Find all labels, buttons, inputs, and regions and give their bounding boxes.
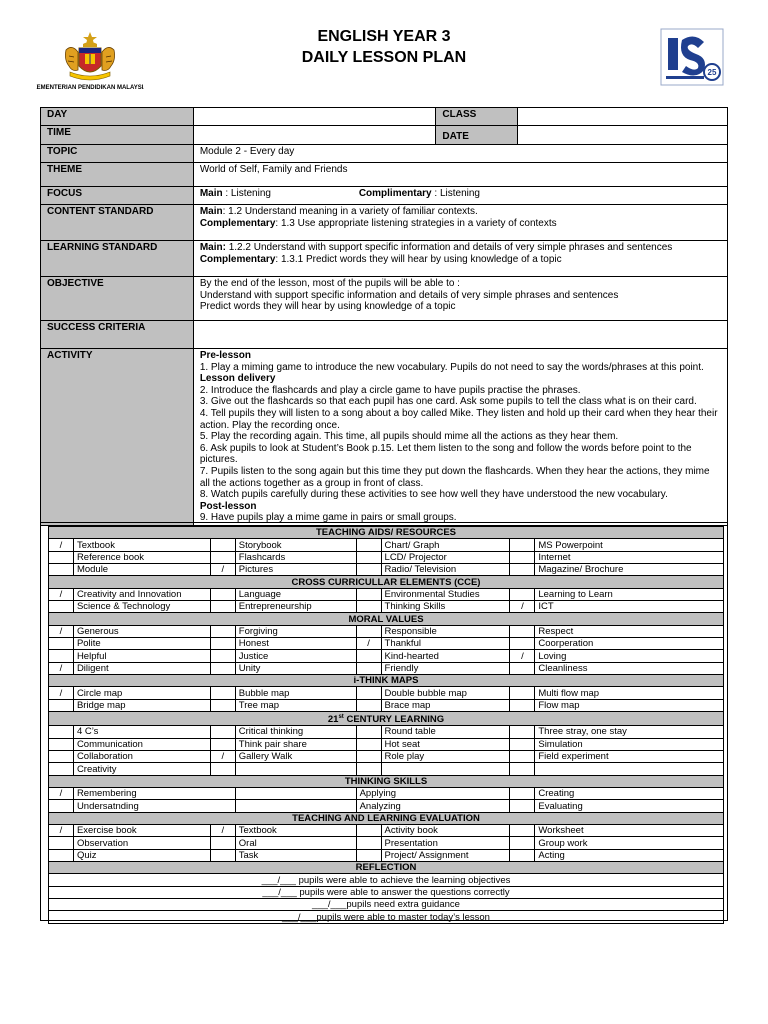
evaluation-row [49, 849, 724, 861]
tick-box[interactable]: / [49, 588, 74, 600]
checklist-item [381, 763, 510, 775]
checklist-table [48, 526, 724, 924]
evaluation-heading: TEACHING AND LEARNING EVALUATION [49, 812, 724, 824]
checklist-item: Project/ Assignment [381, 849, 510, 861]
emblem-25-icon [660, 28, 724, 86]
teaching-aids-row [49, 539, 724, 551]
activity-step: 5. Play the recording again. This time, all pupils should mime all the actions as they hear them. [199, 431, 619, 443]
checklist-item: Worksheet [535, 825, 724, 837]
date-value[interactable] [518, 126, 728, 145]
checklist-item: MS Powerpoint [535, 539, 724, 551]
learning-comp-value: : 1.3.1 Predict words they will hear by using knowledge of a topic [275, 253, 562, 265]
time-label: TIME [41, 126, 194, 145]
checklist-item: Generous [73, 625, 210, 637]
tick-box[interactable] [49, 751, 74, 763]
tick-box[interactable]: / [49, 662, 74, 674]
checklist-item: Science & Technology [73, 601, 210, 613]
tick-box[interactable] [210, 601, 235, 613]
content-standard-value [193, 205, 727, 241]
coat-of-arms-icon [36, 30, 144, 92]
checklist-item: Helpful [73, 650, 210, 662]
tick-box[interactable] [356, 849, 381, 861]
checklist-item: Evaluating [535, 800, 724, 812]
evaluation-row [49, 837, 724, 849]
logo-number: 25 [707, 68, 717, 77]
tick-box[interactable]: / [49, 539, 74, 551]
tick-box[interactable] [210, 539, 235, 551]
moral-values-row [49, 638, 724, 650]
checklist-item: Textbook [73, 539, 210, 551]
checklist-item: Oral [235, 837, 356, 849]
tick-box[interactable]: / [210, 751, 235, 763]
tick-box[interactable] [49, 726, 74, 738]
tick-box[interactable] [49, 763, 74, 775]
tick-box[interactable] [356, 837, 381, 849]
thinking-skills-row [49, 788, 724, 800]
tick-box[interactable] [356, 825, 381, 837]
tick-box[interactable] [356, 738, 381, 750]
tick-box[interactable] [356, 699, 381, 711]
tick-box[interactable] [210, 687, 235, 699]
focus-main-label: Main [199, 188, 223, 199]
checklist-item: Environmental Studies [381, 588, 510, 600]
content-main-label: Main [199, 206, 223, 217]
tick-box[interactable] [210, 726, 235, 738]
checklist-item: Diligent [73, 662, 210, 674]
checklist-item: Exercise book [73, 825, 210, 837]
day-label: DAY [41, 108, 194, 126]
century-learning-row [49, 751, 724, 763]
tick-box[interactable] [210, 638, 235, 650]
checklist-item: Tree map [235, 699, 356, 711]
content-standard-label: CONTENT STANDARD [41, 205, 194, 241]
evaluation-row [49, 825, 724, 837]
checklist-item: Respect [535, 625, 724, 637]
checklist-item: Learning to Learn [535, 588, 724, 600]
tick-box[interactable]: / [49, 788, 74, 800]
tick-box[interactable] [210, 588, 235, 600]
tick-box[interactable] [235, 800, 356, 812]
tick-box[interactable] [210, 763, 235, 775]
tick-box[interactable] [510, 662, 535, 674]
checklist-item: LCD/ Projector [381, 551, 510, 563]
checklist-item: Think pair share [235, 738, 356, 750]
century-learning-row [49, 763, 724, 775]
checklist-item: Critical thinking [235, 726, 356, 738]
checklist-item: Bridge map [73, 699, 210, 711]
checklist-item: Language [235, 588, 356, 600]
tick-box[interactable] [510, 788, 535, 800]
tick-box[interactable] [210, 837, 235, 849]
checklist-item: Undersatnding [73, 800, 235, 812]
tick-box[interactable] [356, 751, 381, 763]
checklist-item: Pictures [235, 564, 356, 576]
checklist-box [40, 522, 728, 921]
tick-box[interactable] [49, 551, 74, 563]
tick-box[interactable] [356, 650, 381, 662]
checklist-item: Forgiving [235, 625, 356, 637]
century-learning-row [49, 726, 724, 738]
checklist-item: Textbook [235, 825, 356, 837]
moral-values-row [49, 625, 724, 637]
document-title [200, 26, 568, 68]
checklist-item: Gallery Walk [235, 751, 356, 763]
objective-line: Understand with support specific information and details of very simple phrases and sentences [199, 289, 619, 301]
tick-box[interactable] [510, 800, 535, 812]
heading-superscript: st [338, 714, 344, 721]
row-objective [41, 277, 728, 321]
row-learning-standard [41, 241, 728, 277]
ministry-crest-logo [36, 30, 144, 92]
tick-box[interactable] [510, 699, 535, 711]
checklist-item: 4 C’s [73, 726, 210, 738]
checklist-item: Brace map [381, 699, 510, 711]
checklist-item: ICT [535, 601, 724, 613]
checklist-item: Magazine/ Brochure [535, 564, 724, 576]
checklist-item: Remembering [73, 788, 235, 800]
teaching-aids-heading: TEACHING AIDS/ RESOURCES [49, 527, 724, 539]
checklist-item: Creativity and Innovation [73, 588, 210, 600]
tick-box[interactable] [510, 849, 535, 861]
tick-box[interactable]: / [49, 687, 74, 699]
theme-value: World of Self, Family and Friends [193, 163, 727, 187]
row-success-criteria [41, 321, 728, 349]
focus-main-value: : Listening [222, 188, 271, 199]
tick-box[interactable] [356, 601, 381, 613]
pre-lesson-heading: Pre-lesson [199, 350, 251, 361]
activity-label: ACTIVITY [41, 349, 194, 526]
checklist-item: Observation [73, 837, 210, 849]
checklist-item: Quiz [73, 849, 210, 861]
tick-box[interactable] [356, 763, 381, 775]
focus-label: FOCUS [41, 187, 194, 205]
checklist-item: Bubble map [235, 687, 356, 699]
checklist-item: Storybook [235, 539, 356, 551]
tick-box[interactable]: / [510, 650, 535, 662]
tick-box[interactable] [210, 625, 235, 637]
checklist-item: Creativity [73, 763, 210, 775]
row-theme [41, 163, 728, 187]
checklist-item: Circle map [73, 687, 210, 699]
checklist-item: Hot seat [381, 738, 510, 750]
checklist-item: Analyzing [356, 800, 510, 812]
checklist-item: Honest [235, 638, 356, 650]
time-value[interactable] [193, 126, 436, 145]
tick-box[interactable] [356, 539, 381, 551]
cce-row [49, 601, 724, 613]
teaching-aids-row [49, 551, 724, 563]
row-time [41, 126, 728, 145]
checklist-item: Communication [73, 738, 210, 750]
tick-box[interactable] [356, 551, 381, 563]
checklist-item: Multi flow map [535, 687, 724, 699]
tick-box[interactable] [510, 837, 535, 849]
checklist-item: Simulation [535, 738, 724, 750]
row-topic [41, 145, 728, 163]
reflection-heading: REFLECTION [49, 862, 724, 874]
learning-standard-value [193, 241, 727, 277]
objective-value [193, 277, 727, 321]
checklist-item: Field experiment [535, 751, 724, 763]
focus-value [193, 187, 727, 205]
post-lesson-heading: Post-lesson [199, 500, 257, 512]
tick-box[interactable] [510, 687, 535, 699]
tick-box[interactable] [510, 588, 535, 600]
row-activity [41, 349, 728, 526]
checklist-item: Coorperation [535, 638, 724, 650]
tick-box[interactable] [235, 788, 356, 800]
checklist-item: Cleanliness [535, 662, 724, 674]
tick-box[interactable] [210, 849, 235, 861]
moral-values-row [49, 650, 724, 662]
tick-box[interactable] [510, 726, 535, 738]
success-criteria-value[interactable] [193, 321, 727, 349]
checklist-item: Unity [235, 662, 356, 674]
checklist-item: Applying [356, 788, 510, 800]
content-comp-value: : 1.3 Use appropriate listening strategies in a variety of contexts [275, 217, 557, 229]
tick-box[interactable] [49, 601, 74, 613]
checklist-item: Task [235, 849, 356, 861]
topic-label: TOPIC [41, 145, 194, 163]
tick-box[interactable]: / [510, 601, 535, 613]
checklist-item: Flow map [535, 699, 724, 711]
checklist-item: Creating [535, 788, 724, 800]
row-content-standard [41, 205, 728, 241]
checklist-item: Group work [535, 837, 724, 849]
ithink-maps-heading: i-THINK MAPS [49, 675, 724, 687]
objective-line: Predict words they will hear by using knowledge of a topic [199, 301, 456, 313]
century-learning-heading [49, 712, 724, 726]
tick-box[interactable] [210, 699, 235, 711]
tick-box[interactable] [356, 564, 381, 576]
thinking-skills-heading: THINKING SKILLS [49, 775, 724, 787]
ithink-maps-row [49, 687, 724, 699]
class-label: CLASS [436, 108, 518, 126]
checklist-item: Module [73, 564, 210, 576]
tick-box[interactable] [356, 726, 381, 738]
tick-box[interactable] [49, 650, 74, 662]
checklist-item: Friendly [381, 662, 510, 674]
objective-label: OBJECTIVE [41, 277, 194, 321]
activity-step: 7. Pupils listen to the song again but this time they put down the flashcards. When they hear the actions, they mime all the actions together as a group in front of class. [199, 465, 710, 489]
tick-box[interactable]: / [49, 825, 74, 837]
cce-heading: CROSS CURRICULLAR ELEMENTS (CCE) [49, 576, 724, 588]
tick-box[interactable] [356, 588, 381, 600]
tick-box[interactable] [510, 551, 535, 563]
date-label: DATE [436, 126, 518, 145]
thinking-skills-row [49, 800, 724, 812]
focus-comp-label: Complimentary [358, 188, 432, 199]
reflection-line[interactable]: ___/___pupils were able to master today’s lesson [49, 911, 724, 923]
tick-box[interactable] [49, 638, 74, 650]
activity-step: 1. Play a miming game to introduce the new vocabulary. Pupils do not need to say the words/phrases at this point. [199, 361, 704, 373]
tick-box[interactable] [210, 662, 235, 674]
success-criteria-label: SUCCESS CRITERIA [41, 321, 194, 349]
moral-values-row [49, 662, 724, 674]
learning-main-value: 1.2.2 Understand with support specific information and details of very simple phrases and sentences [225, 242, 673, 253]
activity-step: 9. Have pupils play a mime game in pairs or small groups. [199, 512, 457, 524]
checklist-item: Internet [535, 551, 724, 563]
tick-box[interactable] [510, 539, 535, 551]
checklist-item: Kind-hearted [381, 650, 510, 662]
tick-box[interactable] [49, 738, 74, 750]
tick-box[interactable] [49, 837, 74, 849]
checklist-item: Responsible [381, 625, 510, 637]
tick-box[interactable] [49, 849, 74, 861]
checklist-item: Double bubble map [381, 687, 510, 699]
checklist-item: Role play [381, 751, 510, 763]
checklist-item: Reference book [73, 551, 210, 563]
ithink-maps-row [49, 699, 724, 711]
checklist-item: Justice [235, 650, 356, 662]
lesson-plan-table [40, 107, 728, 526]
objective-line: By the end of the lesson, most of the pupils will be able to : [199, 278, 460, 289]
tick-box[interactable] [49, 564, 74, 576]
title-line-1: ENGLISH YEAR 3 [317, 28, 451, 45]
activity-step: 2. Introduce the flashcards and play a circle game to have pupils practise the phrases. [199, 384, 581, 396]
tick-box[interactable]: / [210, 564, 235, 576]
tick-box[interactable] [510, 564, 535, 576]
activity-value [193, 349, 727, 526]
checklist-item: Thankful [381, 638, 510, 650]
tick-box[interactable] [510, 738, 535, 750]
tick-box[interactable] [510, 751, 535, 763]
tick-box[interactable] [49, 800, 74, 812]
learning-main-label: Main: [199, 242, 226, 253]
moral-values-heading: MORAL VALUES [49, 613, 724, 625]
anniversary-logo [660, 28, 724, 86]
tick-box[interactable] [510, 638, 535, 650]
reflection-line[interactable]: ___/___ pupils were able to achieve the learning objectives [49, 874, 724, 886]
tick-box[interactable] [356, 625, 381, 637]
cce-row [49, 588, 724, 600]
heading-part: 21 [327, 714, 339, 726]
content-comp-label: Complementary [199, 217, 276, 229]
tick-box[interactable]: / [49, 625, 74, 637]
tick-box[interactable] [356, 662, 381, 674]
tick-box[interactable] [210, 551, 235, 563]
tick-box[interactable]: / [356, 638, 381, 650]
checklist-item [235, 763, 356, 775]
focus-comp-value: : Listening [431, 188, 480, 199]
checklist-item: Collaboration [73, 751, 210, 763]
ministry-label: KEMENTERIAN PENDIDIKAN MALAYSIA [36, 85, 144, 91]
checklist-item: Round table [381, 726, 510, 738]
tick-box[interactable] [356, 687, 381, 699]
checklist-item: Polite [73, 638, 210, 650]
checklist-item: Flashcards [235, 551, 356, 563]
topic-value: Module 2 - Every day [193, 145, 727, 163]
checklist-item: Thinking Skills [381, 601, 510, 613]
day-value[interactable] [193, 108, 436, 126]
title-line-2: DAILY LESSON PLAN [301, 49, 467, 66]
activity-step: 8. Watch pupils carefully during these activities to see how well they have understood the new vocabulary. [199, 489, 668, 501]
activity-step: 6. Ask pupils to look at Student’s Book p.15. Let them listen to the song and follow the words before point to the pictures. [199, 442, 692, 466]
tick-box[interactable] [510, 763, 535, 775]
checklist-item: Radio/ Television [381, 564, 510, 576]
learning-standard-label: LEARNING STANDARD [41, 241, 194, 277]
checklist-item: Presentation [381, 837, 510, 849]
tick-box[interactable] [510, 825, 535, 837]
checklist-item: Acting [535, 849, 724, 861]
activity-step: 3. Give out the flashcards so that each pupil has one card. Ask some pupils to tell the class what is on their card. [199, 396, 697, 408]
reflection-line[interactable]: ___/___ pupils were able to answer the questions correctly [49, 886, 724, 898]
checklist-item: Entrepreneurship [235, 601, 356, 613]
tick-box[interactable] [210, 738, 235, 750]
content-main-value: : 1.2 Understand meaning in a variety of familiar contexts. [222, 206, 478, 217]
document-header [0, 0, 768, 100]
theme-label: THEME [41, 163, 194, 187]
row-focus [41, 187, 728, 205]
activity-step: 4. Tell pupils they will listen to a song about a boy called Mike. They listen and hold up their card when they hear their action. Play the recording once. [199, 407, 718, 431]
class-value[interactable] [518, 108, 728, 126]
checklist-item: Loving [535, 650, 724, 662]
checklist-item [535, 763, 724, 775]
checklist-item: Chart/ Graph [381, 539, 510, 551]
tick-box[interactable] [510, 625, 535, 637]
teaching-aids-row [49, 564, 724, 576]
tick-box[interactable] [210, 650, 235, 662]
checklist-item: Activity book [381, 825, 510, 837]
row-day [41, 108, 728, 126]
lesson-delivery-heading: Lesson delivery [199, 373, 276, 385]
learning-comp-label: Complementary [199, 253, 276, 265]
century-learning-row [49, 738, 724, 750]
tick-box[interactable] [49, 699, 74, 711]
heading-part: CENTURY LEARNING [343, 714, 445, 726]
checklist-item: Three stray, one stay [535, 726, 724, 738]
reflection-line[interactable]: ___/___pupils need extra guidance [49, 899, 724, 911]
tick-box[interactable]: / [210, 825, 235, 837]
